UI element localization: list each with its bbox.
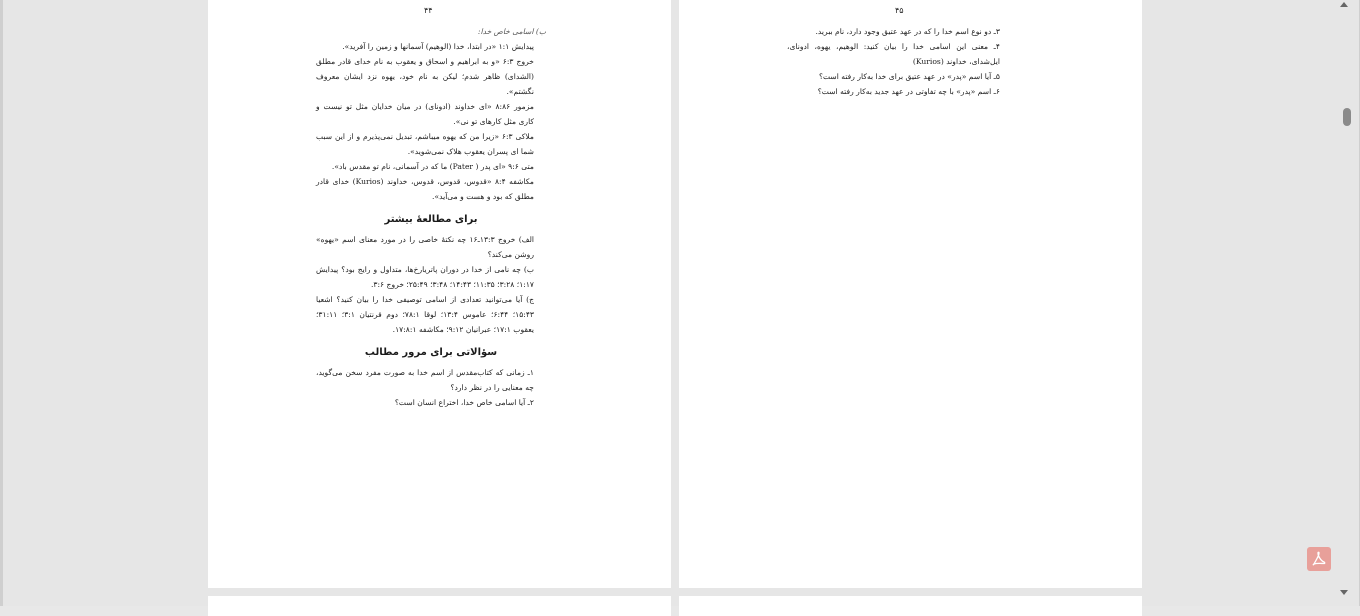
verse-item: ملاکی ۶:۳ «زیرا من که یهوه میباشم، تبدیل نمی‌پذیرم و از این سبب شما ای پسران یعقوب هلاک نمی‌شوید».	[316, 132, 534, 156]
page-text	[316, 24, 546, 410]
pdf-page-45	[679, 0, 1142, 588]
pdf-page-44	[208, 0, 671, 588]
verse-item: مکاشفه ۸:۴ «قدوس، قدوس، قدوس، خداوند (Kurios) خدای قادر مطلق که بود و هست و می‌آید».	[316, 177, 534, 201]
study-item: ج) آیا می‌توانید تعدادی از اسامی توصیفی خدا را بیان کنید؟ اشعیا ۱۵:۴۳؛ ۶:۴۴؛ عاموس ۱۳:۴؛ لوقا ۷۸:۱؛ دوم قرنتیان ۳:۱؛ ۳۱:۱۱؛ یعقوب ۱۷:۱؛ عبرانیان ۹:۱۲؛ مکاشفه ۱۷:۸:۱.	[316, 295, 535, 334]
vertical-scrollbar[interactable]	[1339, 0, 1351, 606]
page-text	[787, 24, 1012, 99]
pdf-page-next-left	[208, 596, 671, 616]
scrollbar-thumb[interactable]	[1343, 108, 1351, 126]
page-number: ۴۵	[895, 6, 904, 15]
study-item: ب) چه نامی از خدا در دوران پاتریارخ‌ها، متداول و رایج بود؟ پیدایش ۱:۱۷؛ ۳:۲۸؛ ۱۱:۳۵؛ ۱۴:۴۳؛ ۳:۴۸؛ ۲۵:۴۹؛ خروج ۳:۶.	[316, 265, 534, 289]
review-item: ۵ـ آیا اسم «پدر» در عهد عتیق برای خدا به‌کار رفته است؟	[818, 72, 1000, 81]
verse-item: مزمور ۸:۸۶ «ای خداوند (ادونای) در میان خدایان مثل تو نیست و کاری مثل کارهای تو نی».	[316, 102, 534, 126]
verse-item: پیدایش ۱:۱ «در ابتدا، خدا (الوهیم) آسمانها و زمین را آفرید».	[342, 42, 534, 51]
chevron-up-icon[interactable]	[1340, 2, 1348, 7]
review-item: ۱ـ زمانی که کتاب‌مقدس از اسم خدا به صورت مفرد سخن می‌گوید، چه معنایی را در نظر دارد؟	[316, 368, 534, 392]
adobe-pdf-icon[interactable]	[1307, 547, 1331, 571]
review-item: ۴ـ معنی این اسامی خدا را بیان کنید: الوهیم، یهوه، ادونای، ایل‌شدای، خداوند (Kurios)	[787, 42, 1000, 66]
page-number: ۴۴	[424, 6, 433, 15]
review-item: ۳ـ دو نوع اسم خدا را که در عهد عتیق وجود دارد، نام ببرید.	[815, 27, 1000, 36]
verse-item: متی ۹:۶ «ای پدر ( Pater) ما که در آسمانی، نام تو مقدس باد».	[331, 162, 534, 171]
subheading: ب) اسامی خاص خدا:	[477, 27, 546, 36]
section-heading-study: برای مطالعهٔ بیشتر	[384, 214, 478, 225]
review-item: ۲ـ آیا اسامی خاص خدا، اختراع انسان است؟	[394, 398, 534, 407]
study-item: الف) خروج ۱۳:۳ـ۱۶ چه نکتهٔ خاصی را در مورد معنای اسم «یهوه» روشن می‌کند؟	[316, 235, 534, 259]
review-item: ۶ـ اسم «پدر» با چه تفاوتی در عهد جدید به‌کار رفته است؟	[817, 87, 1000, 96]
verse-item: خروج ۶:۳ «و به ابراهیم و اسحاق و یعقوب به نام خدای قادر مطلق (الشدای) ظاهر شدم؛ لیکن به نام خود، یهوه نزد ایشان معروف نگشتم».	[316, 57, 535, 96]
pdf-page-next-right	[679, 596, 1142, 616]
chevron-down-icon[interactable]	[1340, 590, 1348, 595]
section-heading-review: سؤالاتی برای مرور مطالب	[364, 347, 498, 358]
